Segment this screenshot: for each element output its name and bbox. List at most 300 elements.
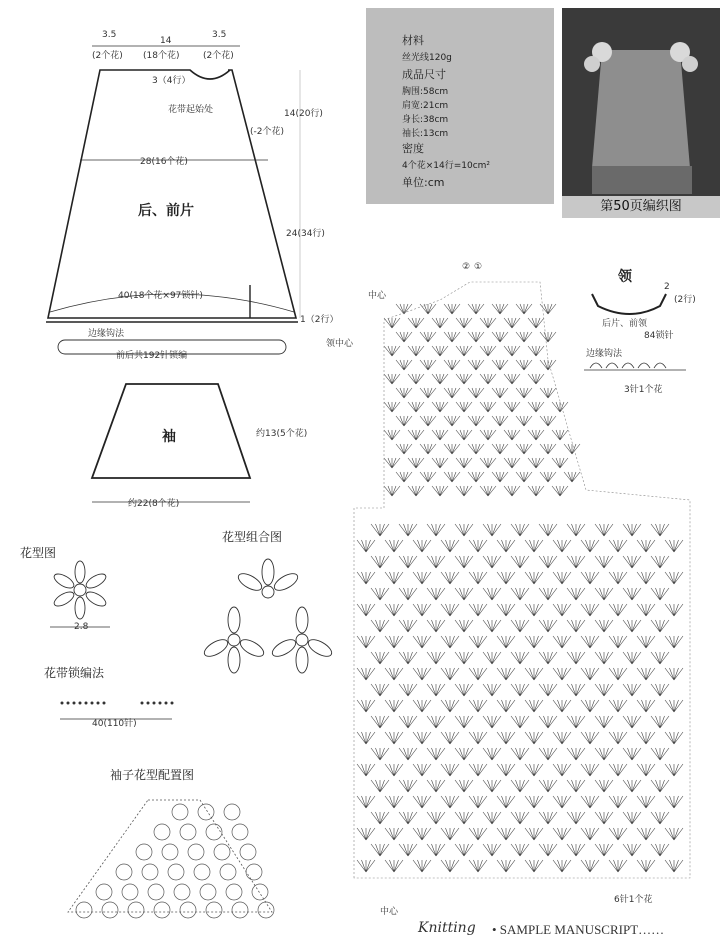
stitch-fan	[413, 700, 431, 712]
stitch-fan	[665, 668, 683, 680]
stitch-fan	[595, 844, 613, 856]
stitch-fan	[637, 732, 655, 744]
stitch-fan	[609, 668, 627, 680]
stitch-fan	[384, 346, 400, 356]
stitch-fan	[567, 780, 585, 792]
stitch-fan	[357, 572, 375, 584]
stitch-fan	[455, 620, 473, 632]
stitch-fan	[469, 604, 487, 616]
stitch-fan	[469, 700, 487, 712]
stitch-fan	[371, 524, 389, 536]
stitch-fan	[441, 604, 459, 616]
stitch-fan	[456, 374, 472, 384]
stitch-fan	[468, 444, 484, 454]
stitch-fan	[525, 860, 543, 872]
stitch-fan	[480, 458, 496, 468]
stitch-fan	[483, 716, 501, 728]
stitch-fan	[384, 486, 400, 496]
stitch-fan	[540, 332, 556, 342]
body-label: 后、前片	[138, 203, 194, 219]
sleeve-flower	[180, 824, 196, 840]
stitch-fan	[665, 860, 683, 872]
stitch-fan	[539, 620, 557, 632]
stitch-fan	[511, 524, 529, 536]
motif-combo-title: 花型组合图	[222, 530, 283, 544]
sleeve-flower	[154, 824, 170, 840]
stitch-fan	[623, 620, 641, 632]
mid-width-label: 28(16个花)	[140, 157, 188, 167]
stitch-fan	[497, 604, 515, 616]
stitch-fan	[504, 374, 520, 384]
stitch-fan	[525, 700, 543, 712]
stitch-fan	[637, 700, 655, 712]
stitch-fan	[511, 588, 529, 600]
collar-outline	[592, 294, 666, 314]
sleeve-flower	[246, 864, 262, 880]
stitch-fan	[427, 652, 445, 664]
stitch-fan	[553, 636, 571, 648]
stitch-fan	[483, 588, 501, 600]
stitch-fan	[408, 346, 424, 356]
sleeve-flower	[224, 804, 240, 820]
stitch-fan	[396, 472, 412, 482]
stitch-fan	[581, 764, 599, 776]
stitch-fan	[637, 828, 655, 840]
collar-rows: (2行)	[674, 295, 696, 305]
sleeve-flower	[174, 884, 190, 900]
stitch-fan	[468, 388, 484, 398]
stitch-fan	[413, 828, 431, 840]
stitch-fan	[567, 620, 585, 632]
stitch-fan	[384, 402, 400, 412]
stitch-fan	[609, 732, 627, 744]
stitch-fan	[540, 388, 556, 398]
stitch-fan	[637, 604, 655, 616]
stitch-fan	[525, 572, 543, 584]
stitch-fan	[564, 444, 580, 454]
stitch-fan	[469, 636, 487, 648]
stitch-fan	[511, 620, 529, 632]
stitch-fan	[399, 748, 417, 760]
collar-edge-scallops	[590, 363, 666, 368]
dress-photo	[562, 8, 720, 218]
stitch-fan	[492, 444, 508, 454]
right-dim-1: 14(20行)	[284, 109, 323, 119]
stitch-fan	[413, 764, 431, 776]
stitch-fan	[371, 588, 389, 600]
stitch-fan	[469, 764, 487, 776]
sleeve-flower	[162, 844, 178, 860]
stitch-fan	[567, 748, 585, 760]
stitch-fan	[413, 668, 431, 680]
stitch-fan	[540, 416, 556, 426]
stitch-fan	[371, 748, 389, 760]
stitch-fan	[357, 732, 375, 744]
sleeve-flower	[206, 824, 222, 840]
stitch-fan	[623, 684, 641, 696]
stitch-fan	[441, 860, 459, 872]
stitch-fan	[595, 620, 613, 632]
right-dim-2: (-2个花)	[250, 127, 284, 137]
stitch-fan	[539, 748, 557, 760]
stitch-fan	[371, 812, 389, 824]
stitch-fan	[468, 360, 484, 370]
sleeve-flower	[102, 902, 118, 918]
stitch-fan	[651, 844, 669, 856]
stitch-fan	[637, 796, 655, 808]
stitch-fan	[665, 604, 683, 616]
top-dim-right: 3.5	[212, 30, 227, 40]
stitch-fan	[540, 472, 556, 482]
sleeve-layout-flowers	[76, 804, 274, 918]
stitch-fan	[497, 636, 515, 648]
top-dim-right-sub: (2个花)	[203, 51, 234, 61]
stitch-fan	[441, 796, 459, 808]
stitch-fan	[455, 524, 473, 536]
stitch-fan	[413, 572, 431, 584]
stitch-fan	[528, 430, 544, 440]
stitch-fan	[553, 764, 571, 776]
bottom-band-label: 前后共192针锁编	[116, 351, 188, 361]
stitch-fan	[497, 796, 515, 808]
stitch-fan	[399, 652, 417, 664]
stitch-fan	[623, 748, 641, 760]
stitch-fan	[357, 860, 375, 872]
stitch-fan	[408, 486, 424, 496]
stitch-fan	[469, 732, 487, 744]
stitch-fan	[456, 346, 472, 356]
stitch-fan	[420, 332, 436, 342]
stitch-fan	[441, 636, 459, 648]
stitch-fan	[665, 796, 683, 808]
stitch-fan	[480, 318, 496, 328]
stitch-fan	[497, 700, 515, 712]
edge-label: 边缘钩法	[88, 329, 125, 339]
stitch-fan	[651, 652, 669, 664]
stitch-fan	[504, 318, 520, 328]
stitch-fan	[539, 556, 557, 568]
stitch-fan	[427, 844, 445, 856]
stitch-fan	[553, 828, 571, 840]
sleeve-flower	[76, 902, 92, 918]
stitch-fan	[455, 812, 473, 824]
stitch-fan	[483, 780, 501, 792]
stitch-fan	[525, 796, 543, 808]
stitch-fan	[441, 700, 459, 712]
sleeve-flower	[180, 902, 196, 918]
stitch-fan	[609, 604, 627, 616]
stitch-fan	[581, 828, 599, 840]
stitch-fan	[504, 486, 520, 496]
motif-flower	[52, 561, 108, 619]
collar-edge-repeat: 3针1个花	[624, 385, 663, 395]
stitch-fan	[427, 780, 445, 792]
stitch-fan	[432, 458, 448, 468]
stitch-fan	[399, 780, 417, 792]
stitch-fan	[539, 844, 557, 856]
stitch-fan	[492, 360, 508, 370]
stitch-fan	[455, 588, 473, 600]
stitch-fan	[469, 668, 487, 680]
stitch-fan	[552, 458, 568, 468]
stitch-fan	[396, 388, 412, 398]
stitch-fan	[497, 860, 515, 872]
stitch-fan	[504, 402, 520, 412]
stitch-fan	[408, 402, 424, 412]
top-dim-left-sub: (2个花)	[92, 51, 123, 61]
stitch-fan	[567, 588, 585, 600]
chest: 胸围:58cm	[402, 87, 449, 97]
stitch-fan	[444, 304, 460, 314]
stitch-fan	[665, 572, 683, 584]
stitch-fan	[665, 700, 683, 712]
stitch-fan	[552, 430, 568, 440]
stitch-fan	[540, 360, 556, 370]
sleeve-length: 袖长:13cm	[402, 129, 449, 139]
stitch-fan	[525, 604, 543, 616]
stitch-fan	[441, 764, 459, 776]
stitch-fan	[399, 620, 417, 632]
stitch-fan	[396, 360, 412, 370]
stitch-fan	[581, 732, 599, 744]
stitch-fan	[637, 860, 655, 872]
stitch-fan	[497, 828, 515, 840]
stitch-fan	[399, 588, 417, 600]
sleeve-flower	[252, 884, 268, 900]
stitch-fan	[483, 844, 501, 856]
stitch-fan	[623, 812, 641, 824]
sleeve-flower	[188, 844, 204, 860]
stitch-fan	[497, 540, 515, 552]
stitch-fan	[609, 572, 627, 584]
stitch-fan	[492, 304, 508, 314]
collar-edge-title: 边缘钩法	[586, 349, 623, 359]
stitch-fan	[609, 860, 627, 872]
stitch-fan	[357, 796, 375, 808]
stitch-fan	[455, 684, 473, 696]
stitch-fan	[553, 540, 571, 552]
footer-text: • SAMPLE MANUSCRIPT……	[492, 922, 665, 937]
stitch-fan	[504, 430, 520, 440]
stitch-fan	[539, 780, 557, 792]
stitch-fan	[497, 668, 515, 680]
stitch-fan	[553, 572, 571, 584]
stitch-fan	[581, 636, 599, 648]
stitch-fan	[468, 472, 484, 482]
stitch-fan	[469, 860, 487, 872]
stitch-fan	[455, 748, 473, 760]
stitch-fan	[623, 780, 641, 792]
sleeve-flower	[142, 864, 158, 880]
stitch-fan	[480, 486, 496, 496]
stitch-fan	[455, 844, 473, 856]
stitch-fan	[357, 764, 375, 776]
stitch-fan	[539, 716, 557, 728]
stitch-fan	[567, 524, 585, 536]
stitch-fan	[516, 444, 532, 454]
chart-center-top: 中心	[368, 291, 387, 301]
stitch-fan	[413, 860, 431, 872]
sleeve-flower	[168, 864, 184, 880]
stitch-fan	[609, 764, 627, 776]
stitch-fan	[427, 524, 445, 536]
stitch-fan	[432, 374, 448, 384]
stitch-fan	[623, 652, 641, 664]
top-dim-mid-sub: (18个花)	[143, 51, 180, 61]
stitch-fan	[553, 604, 571, 616]
stitch-fan	[567, 652, 585, 664]
stitch-fan	[385, 636, 403, 648]
stitch-fan	[441, 572, 459, 584]
stitch-fan	[567, 556, 585, 568]
motif-size: 2.8	[74, 622, 89, 632]
stitch-fan	[552, 486, 568, 496]
stitch-fan	[651, 780, 669, 792]
stitch-fan	[469, 540, 487, 552]
stitch-fan	[665, 828, 683, 840]
stitch-fan	[413, 604, 431, 616]
stitch-fan	[371, 556, 389, 568]
stitch-fan	[539, 524, 557, 536]
stitch-fan	[483, 620, 501, 632]
stitch-fan	[581, 572, 599, 584]
stitch-fan	[497, 764, 515, 776]
sleeve-flower	[122, 884, 138, 900]
stitch-fan	[441, 668, 459, 680]
stitch-fan	[384, 458, 400, 468]
photo-caption: 第50页编织图	[562, 196, 720, 218]
stitch-fan	[665, 540, 683, 552]
stitch-fan	[427, 684, 445, 696]
stitch-fan	[469, 828, 487, 840]
stitch-fan	[539, 588, 557, 600]
unit: 单位:cm	[402, 176, 445, 189]
footer-brand: Knitting	[418, 920, 476, 936]
stitch-fan	[420, 304, 436, 314]
stitch-fan	[511, 556, 529, 568]
stitch-fan	[567, 684, 585, 696]
stitch-fan	[441, 828, 459, 840]
stitch-fan	[553, 796, 571, 808]
stitch-fan	[623, 588, 641, 600]
stitch-fan	[516, 416, 532, 426]
sleeve-flower	[96, 884, 112, 900]
stitch-fan	[480, 374, 496, 384]
stitch-fan	[609, 540, 627, 552]
sleeve-flower	[136, 844, 152, 860]
stitch-fan	[525, 636, 543, 648]
stitch-fan	[637, 668, 655, 680]
stitch-fan	[427, 556, 445, 568]
stitch-fan	[516, 472, 532, 482]
stitch-fan	[371, 684, 389, 696]
band-title: 花带锁编法	[44, 666, 105, 680]
dress-illustration	[562, 8, 720, 198]
stitch-fan	[468, 304, 484, 314]
stitch-fan	[371, 780, 389, 792]
stitch-fan	[492, 472, 508, 482]
stitch-fan	[483, 556, 501, 568]
shoulder: 肩宽:21cm	[402, 101, 449, 111]
stitch-fan	[516, 388, 532, 398]
stitch-fan	[455, 556, 473, 568]
collar-chain: 84锁针	[644, 331, 674, 341]
stitch-fan	[399, 812, 417, 824]
stitch-fan	[455, 652, 473, 664]
stitch-fan	[492, 388, 508, 398]
stitch-fan	[399, 556, 417, 568]
stitch-fan	[525, 668, 543, 680]
stitch-fan	[399, 524, 417, 536]
stitch-fan	[444, 332, 460, 342]
stitch-fan	[385, 860, 403, 872]
sleeve-flower	[198, 804, 214, 820]
stitch-fan	[444, 416, 460, 426]
stitch-fan	[357, 636, 375, 648]
stitch-fan	[516, 332, 532, 342]
stitch-fan	[637, 540, 655, 552]
stitch-fan	[651, 748, 669, 760]
stitch-fan	[609, 828, 627, 840]
stitch-fan	[456, 430, 472, 440]
stitch-fan	[357, 700, 375, 712]
length: 身长:38cm	[402, 115, 449, 125]
stitch-fan	[384, 374, 400, 384]
materials-title: 材料	[402, 34, 424, 47]
stitch-fan	[637, 764, 655, 776]
stitch-fan	[396, 416, 412, 426]
stitch-fan	[408, 374, 424, 384]
stitch-fan	[595, 556, 613, 568]
chart-center-bottom: 中心	[380, 907, 399, 917]
stitch-fan	[552, 402, 568, 412]
stitch-fan	[427, 716, 445, 728]
stitch-fan	[420, 388, 436, 398]
stitch-fan	[511, 844, 529, 856]
yarn: 丝光线120g	[402, 53, 452, 63]
collar-num: 2	[664, 282, 670, 292]
stitch-fan	[384, 318, 400, 328]
stitch-fan	[525, 540, 543, 552]
motif-title: 花型图	[20, 546, 57, 560]
stitch-fan	[483, 524, 501, 536]
stitch-fan	[665, 764, 683, 776]
stitch-fan	[609, 700, 627, 712]
stitch-fan	[595, 652, 613, 664]
stitch-fan	[651, 812, 669, 824]
stitch-fan	[385, 796, 403, 808]
stitch-fan	[553, 732, 571, 744]
sleeve-flower	[154, 902, 170, 918]
stitch-fan	[511, 812, 529, 824]
stitch-fan	[357, 604, 375, 616]
stitch-fan	[427, 620, 445, 632]
stitch-fan	[468, 332, 484, 342]
stitch-fan	[444, 360, 460, 370]
stitch-fan	[420, 472, 436, 482]
sleeve-flower	[116, 864, 132, 880]
stitch-fan	[492, 332, 508, 342]
stitch-fan	[528, 402, 544, 412]
stitch-fan	[516, 360, 532, 370]
stitch-fan	[528, 346, 544, 356]
stitch-fan	[595, 812, 613, 824]
stitch-fan	[651, 588, 669, 600]
gauge: 4个花×14行=10cm²	[402, 161, 491, 171]
sleeve-flower	[232, 824, 248, 840]
neck-depth-label: 3（4行）	[152, 76, 191, 86]
stitch-fan	[595, 588, 613, 600]
